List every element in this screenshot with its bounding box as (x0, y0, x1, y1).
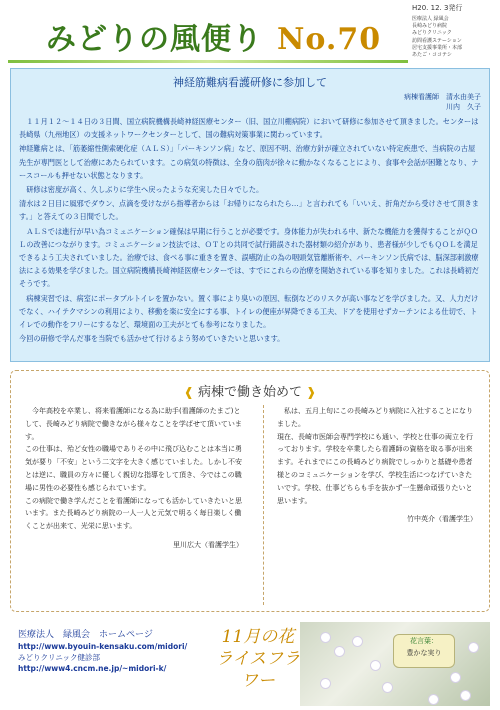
article-paragraph: １１月１２～１４日の３日間、国立病院機構長崎神経医療センター（旧、国立川棚病院）において研修に参加させて頂きました。センターは長崎県（九州地区）の支援ネットワークセンターとして、国の難病対策事業に関わっています。 (19, 117, 479, 140)
article-author: 川内 久子 (446, 103, 481, 111)
title-divider (8, 60, 408, 63)
article-paragraph: 神経難病とは、「筋萎縮性側索硬化症（ＡＬＳ）」「パーキンソン病」など、原因不明、治療方針が確立されていない特定疾患で、当病院の古屋先生が専門医として治療にあたられています。この病気の特徴は、全身の筋肉が徐々に動かなくなることにより、食事や会話が困難となり、ナースコールも押せない状態となります。 (19, 144, 479, 180)
newsletter-title (46, 14, 381, 58)
article-title: 神経筋難病看護研修に参加して (173, 76, 327, 89)
column-paragraph: 今年高校を卒業し、将来看護師になる為に助手(看護師のたまご)として、長崎みどり病院で働きながら様々なことを学ばせて頂いています。 (25, 407, 242, 441)
article-author: 病棟看護師 清水由美子 (404, 93, 481, 101)
ribbon-icon: ❰ (183, 385, 194, 399)
work-section (10, 370, 490, 612)
issue-number: No.70 (277, 22, 382, 57)
issue-date: H20. 12. 3発行 (412, 4, 463, 12)
section-title (11, 381, 489, 400)
organization-list (412, 16, 492, 59)
article-paragraph: 研修は密度が高く、久しぶりに学生へ戻ったような充実した日々でした。 (19, 185, 264, 195)
section-title-text: 病棟で働き始めて (197, 385, 302, 400)
column-right (277, 405, 477, 526)
clinic-name: みどりクリニック健診部 (18, 653, 101, 662)
org-line: みどりクリニック (412, 30, 452, 37)
column-paragraph: この仕事は、殆ど女性の職場でありその中に飛び込むことは本当に勇気が要り「不安」という二文字を大きく感じていました。しかし不安とは逆に、職員の方々に優しく親切な指導をして頂き、今ではこの職場に男性の必要性も感じられています。 (25, 445, 242, 492)
training-article (10, 68, 490, 362)
article-paragraph: ＡＬＳでは進行が早い為コミュニケーション確保は早期に行うことが必要です。身体能力が失われる中、新たな機能力を獲得することがＱＯＬの改善につながります。コミュニケーション技法では、ＯＴとの共同で試行錯誤された器材類の紹介があり、患者様が少しでもＱＯＬを満足できるよう工夫されていました。治療では、食べる事に重きを置き、誤嚥防止の為の咽頭気管離断術や、パーキンソン氏病では、脳深部刺激療法による効果を学びました。国立病院機構長崎神経医療センターでは、すでにこれらの治療を開始されている事を知りました。これは長崎初だそうです。 (19, 226, 479, 289)
article-paragraph: 今回の研修で学んだ事を当院でも活かせて行けるよう努めていきたいと思います。 (19, 334, 285, 344)
newsletter-name: みどりの風便り (46, 22, 263, 57)
flower-name: ライスフラワー (215, 649, 301, 691)
column-paragraph: この病院で働き学んだことを看護師になっても活かしていきたいと思います。また長崎みどり病院の一人一人と元気で明るく毎日楽しく働くことが出来て、光栄に思います。 (25, 496, 242, 531)
flower-title (213, 626, 303, 692)
flower-language-text: 豊かな実り (406, 649, 442, 657)
org-line: 長崎みどり病院 (412, 23, 448, 30)
article-paragraph: 清水は２日目に風邪でダウン、点滴を受けながら指導者からは「お帰りになられたら…」と言われても「いいえ、折角だから受けさせて頂きます。」と答えての３日間でした。 (19, 199, 479, 222)
footer-links (18, 630, 187, 674)
column-divider (263, 405, 264, 605)
column-paragraph: 私は、五月上旬にこの長崎みどり病院に入社することになりました。 (277, 407, 473, 428)
org-line: 訪問看護ステーション (412, 37, 462, 44)
column-left (25, 405, 243, 552)
author-signature: 竹中英介（看護学生） (407, 515, 477, 524)
column-paragraph: 現在、長崎市医師会専門学校にも通い、学校と仕事の両立を行っております。学校を卒業したら看護師の資格を取る事が出来ます。それまでにこの長崎みどり病院でしっかりと基礎や患者様とのコミュニケーションを学び、学校生活につなげていきたいです。学校、仕事どちらも手を抜かず一生懸命頑張りたいと思います。 (277, 432, 473, 505)
author-signature: 里川広大（看護学生） (173, 540, 243, 549)
flower-language-label: 花言葉： (410, 637, 438, 645)
clinic-link[interactable]: http://www4.cncm.ne.jp/~midori-k/ (18, 664, 167, 673)
flower-language-badge (393, 634, 455, 668)
org-line: 医療法人 緑風会 (412, 16, 449, 22)
org-line: 居宅支援事業所・本部 (412, 44, 463, 51)
ribbon-icon: ❱ (306, 385, 317, 399)
org-line: あたご・ココテシ (412, 52, 452, 59)
flower-month: 11月の花 (221, 627, 295, 647)
homepage-link[interactable]: http://www.byouin-kensaku.com/midori/ (18, 642, 188, 651)
article-body (19, 115, 481, 345)
homepage-heading: 医療法人 緑風会 ホームページ (18, 630, 153, 640)
article-paragraph: 病棟実習では、病室にポータブルトイレを置かない。置く事により臭いの原因、転倒などのリスクが高い事などを学びました。又、人力だけでなく、ハイテクマシンの利用により、移動を楽に安全にする事、トイレの便座が昇降できる工夫、ドアを使用せずカーテンによる仕切で、トイレでの動作をフリーにするなど、環境面の工夫がとても参考になりました。 (19, 293, 479, 330)
